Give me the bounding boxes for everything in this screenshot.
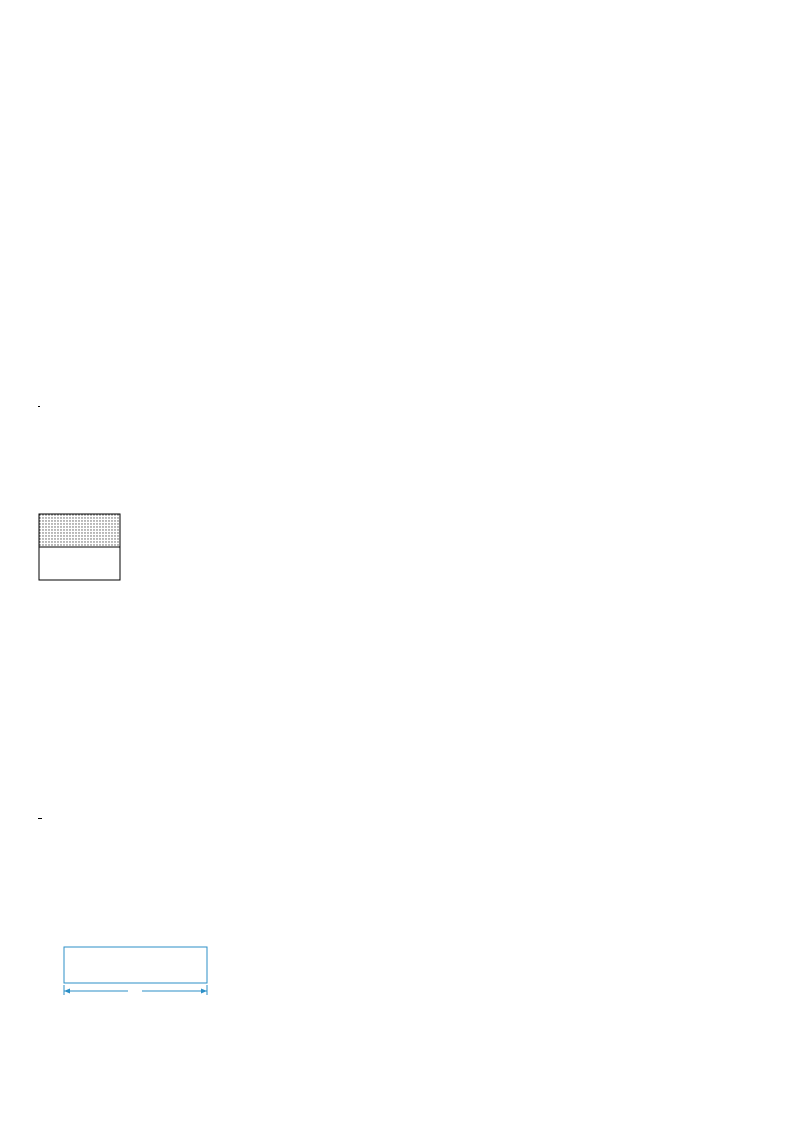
arrow-left-icon <box>64 989 70 994</box>
arrow-right-icon <box>201 989 207 994</box>
fraction-numerator <box>40 818 42 819</box>
q1-figures <box>0 238 794 318</box>
q3-rectangle-shaded <box>39 514 120 547</box>
q11-option-a-figure <box>0 945 794 1005</box>
q3-figures <box>0 508 794 588</box>
fraction-numerator <box>38 406 40 407</box>
question-9-text <box>38 810 42 825</box>
q11-rectangle <box>64 947 207 983</box>
fraction-three-tenths <box>38 406 40 407</box>
q2-item-a <box>38 398 40 413</box>
fraction-one-ninth <box>40 818 42 819</box>
q3-rectangle-white <box>39 547 120 580</box>
